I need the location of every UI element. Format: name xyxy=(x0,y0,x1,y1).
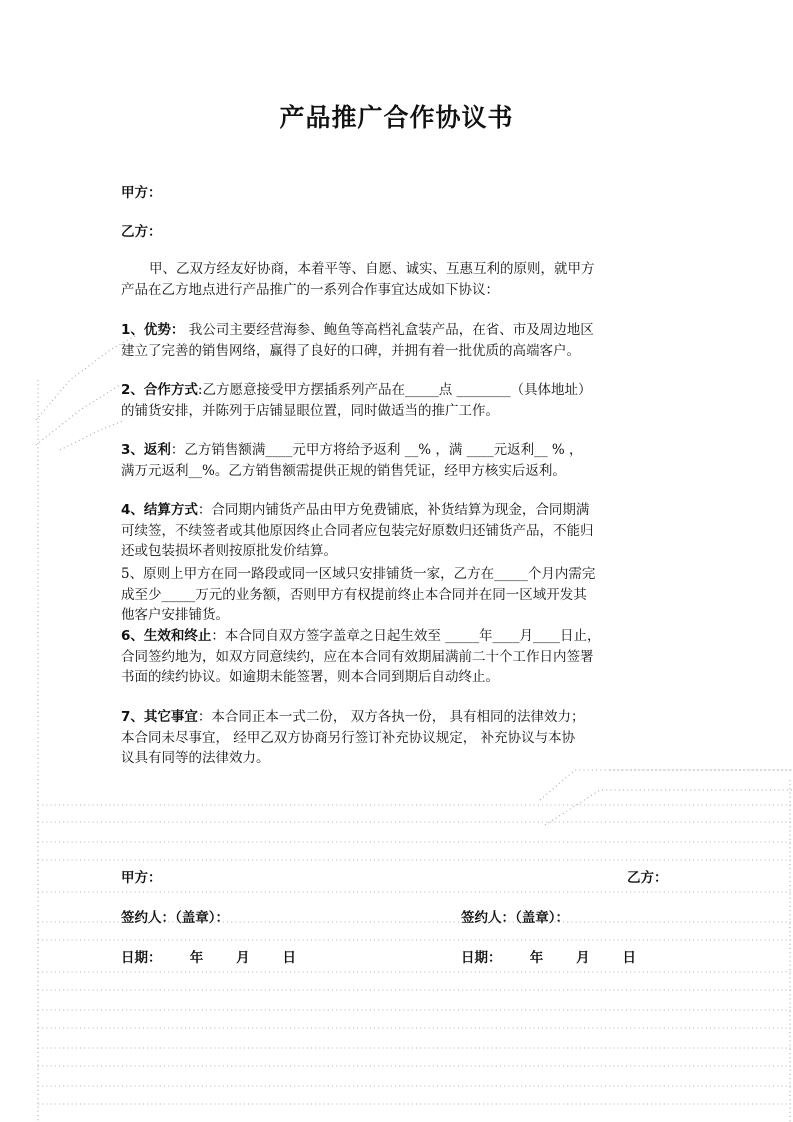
clause-2 xyxy=(121,380,676,421)
date-b: 日期： 年 月 日 xyxy=(461,950,636,966)
clause-2-line-1: :乙方愿意接受甲方摆插系列产品在_____点 ________（具体地址） xyxy=(197,382,592,398)
intro-paragraph xyxy=(121,259,676,300)
signature-party-b: 乙方： xyxy=(627,870,668,886)
signer-b-seal: 签约人：（盖章）： xyxy=(461,910,569,926)
intro-line-2: 产品在乙方地点进行产品推广的一系列合作事宜达成如下协议： xyxy=(121,281,499,298)
document-title: 产品推广合作协议书 xyxy=(279,103,514,132)
clause-1-line-2: 建立了完善的销售网络，赢得了良好的口碑，并拥有着一批优质的高端客户。 xyxy=(121,342,580,359)
date-a: 日期： 年 月 日 xyxy=(121,950,296,966)
clause-3 xyxy=(121,440,676,481)
clause-6-line-3: 书面的续约协议。如逾期未能签署，则本合同到期后自动终止。 xyxy=(121,669,499,685)
clause-3-heading: 3、返利 xyxy=(121,442,171,458)
clause-4 xyxy=(121,500,676,562)
intro-line-1: 甲、乙双方经友好协商，本着平等、自愿、诚实、互惠互利的原则，就甲方 xyxy=(149,261,595,277)
clause-5-line-2: 成至少_____万元的业务额，否则甲方有权提前终止本合同并在同一区域开发其 xyxy=(121,586,587,603)
clause-2-heading: 2、合作方式 xyxy=(121,382,198,398)
clause-1-line-1: 我公司主要经营海参、鲍鱼等高档礼盒装产品，在省、市及周边地区 xyxy=(184,322,594,338)
clause-5 xyxy=(121,564,676,626)
signer-a-seal: 签约人：（盖章）： xyxy=(121,910,229,926)
clause-2-line-2: 的铺货安排，并陈列于店铺显眼位置，同时做适当的推广工作。 xyxy=(121,402,499,419)
signature-party-a: 甲方： xyxy=(121,870,162,886)
clause-7-line-1: ：本合同正本一式二份， 双方各执一份， 具有相同的法律效力； xyxy=(197,709,585,725)
clause-1-heading: 1、优势： xyxy=(121,322,185,338)
clause-6-heading: 6、生效和终止 xyxy=(121,628,212,644)
clause-7 xyxy=(121,707,676,769)
clause-3-line-1: ：乙方销售额满____元甲方将给予返利 __% ，满 ____元返利__ % ， xyxy=(170,442,583,458)
clause-3-line-2: 满万元返利__%。乙方销售额需提供正规的销售凭证，经甲方核实后返利。 xyxy=(121,462,566,479)
clause-1 xyxy=(121,320,676,361)
clause-4-line-1: ：合同期内铺货产品由甲方免费铺底，补货结算为现金，合同期满 xyxy=(197,502,590,518)
clause-5-line-3: 他客户安排铺货。 xyxy=(121,607,229,623)
clause-5-line-1: 5、原则上甲方在同一路段或同一区域只安排铺货一家，乙方在_____个月内需完 xyxy=(121,566,596,582)
clause-6-line-2: 合同签约地为，如双方同意续约，应在本合同有效期届满前二十个工作日内签署 xyxy=(121,648,594,665)
clause-6 xyxy=(121,626,676,688)
clause-6-line-1: ：本合同自双方签字盖章之日起生效至 _____年____月____日止， xyxy=(211,628,601,644)
clause-4-line-2: 可续签，不续签者或其他原因终止合同者应包装完好原数归还铺货产品，不能归 xyxy=(121,522,594,539)
clause-4-line-3: 还或包装损坏者则按原批发价结算。 xyxy=(121,543,337,559)
party-a-label: 甲方： xyxy=(121,185,162,201)
clause-7-line-2: 本合同未尽事宜， 经甲乙双方协商另行签订补充协议规定， 补充协议与本协 xyxy=(121,729,576,746)
party-b-label: 乙方： xyxy=(121,224,162,240)
clause-7-line-3: 议具有同等的法律效力。 xyxy=(121,750,270,766)
clause-7-heading: 7、其它事宜 xyxy=(121,709,198,725)
clause-4-heading: 4、结算方式 xyxy=(121,502,198,518)
